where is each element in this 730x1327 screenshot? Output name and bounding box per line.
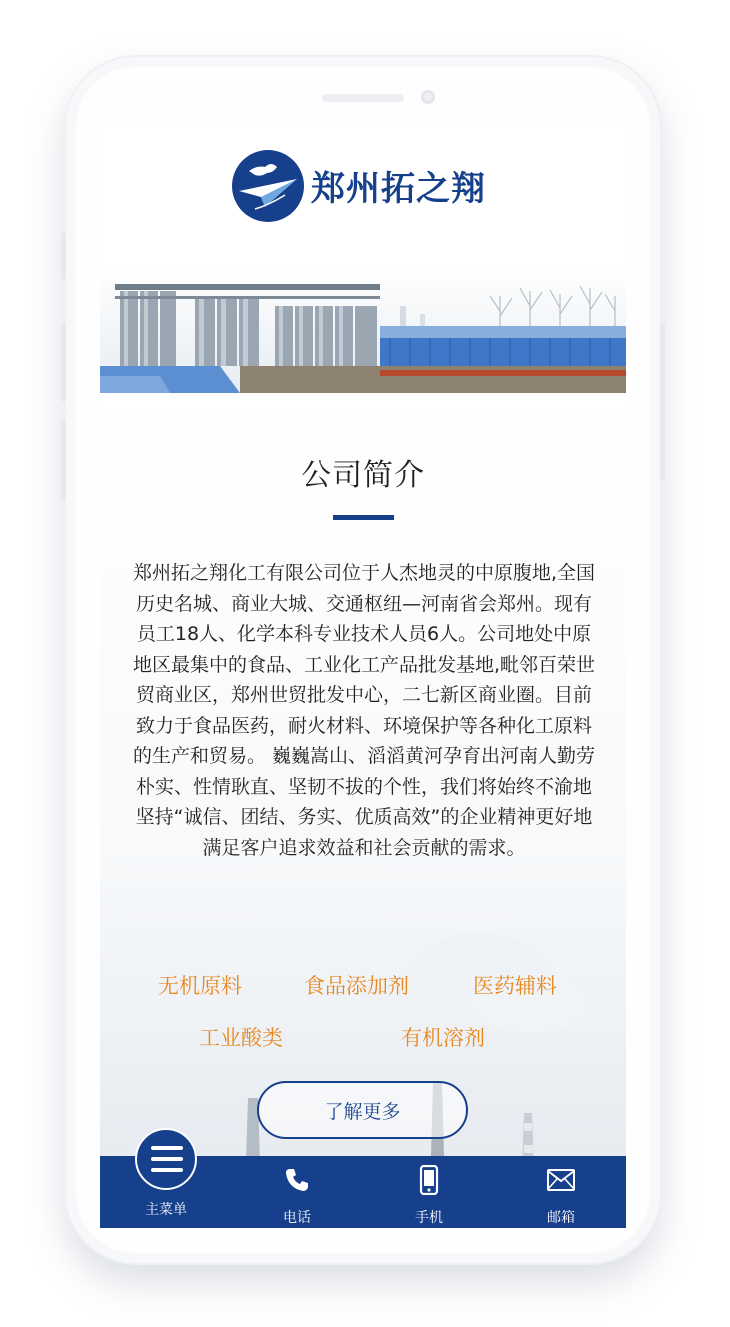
mute-switch [61,232,66,280]
hamburger-icon [151,1145,183,1173]
logo[interactable] [231,148,486,223]
front-camera [421,90,435,104]
nav-mail-label: 邮箱 [547,1210,575,1226]
company-intro-section [100,393,626,1228]
category-link-food-additives[interactable]: 食品添加剂 [304,974,409,998]
nav-menu-label: 主菜单 [145,1202,187,1218]
brand-name: 郑州拓之翔 [311,169,486,209]
main-menu-button[interactable] [135,1128,197,1190]
speaker-grille [322,94,404,102]
learn-more-button[interactable]: 了解更多 [257,1081,468,1139]
intro-paragraph: 郑州拓之翔化工有限公司位于人杰地灵的中原腹地,全国历史名城、商业大城、交通枢纽—河南省会郑州。现有员工18人、化学本科专业技术人员6人。公司地处中原地区最集中的食品、工业化工产品批发基地,毗邻百荣世贸商业区，郑州世贸批发中心，二七新区商业圈。目前致力于食品医药，耐火材料、环境保护等各种化工原料的生产和贸易。 巍巍嵩山、滔滔黄河孕育出河南人勤劳朴实、性情耿直、坚韧不拔的个性，我们将始终不渝地坚持“诚信、团结、务实、优质高效”的企业精神更好地满足客户追求效益和社会贡献的需求。 [132,562,596,859]
nav-item-mail[interactable] [511,1156,611,1228]
banner-image [100,266,626,393]
mobile-icon [418,1165,440,1195]
nav-item-phone[interactable] [247,1156,347,1228]
category-link-organic-solvents[interactable]: 有机溶剂 [401,1026,485,1050]
nav-mobile-label: 手机 [415,1210,443,1226]
phone-icon [283,1166,311,1194]
logo-globe-plane-icon [231,149,305,223]
category-link-inorganic[interactable]: 无机原料 [158,974,242,998]
nav-phone-label: 电话 [283,1210,311,1226]
power-button [660,322,665,480]
title-underline [333,515,394,520]
category-link-pharma-excipients[interactable]: 医药辅料 [473,974,557,998]
mail-icon [547,1169,575,1191]
nav-item-mobile[interactable] [379,1156,479,1228]
category-link-industrial-acids[interactable]: 工业酸类 [199,1026,283,1050]
section-title: 公司简介 [301,458,425,493]
site-header [100,128,626,266]
phone-screen [100,128,626,1228]
volume-down-button [61,420,66,500]
volume-up-button [61,322,66,402]
